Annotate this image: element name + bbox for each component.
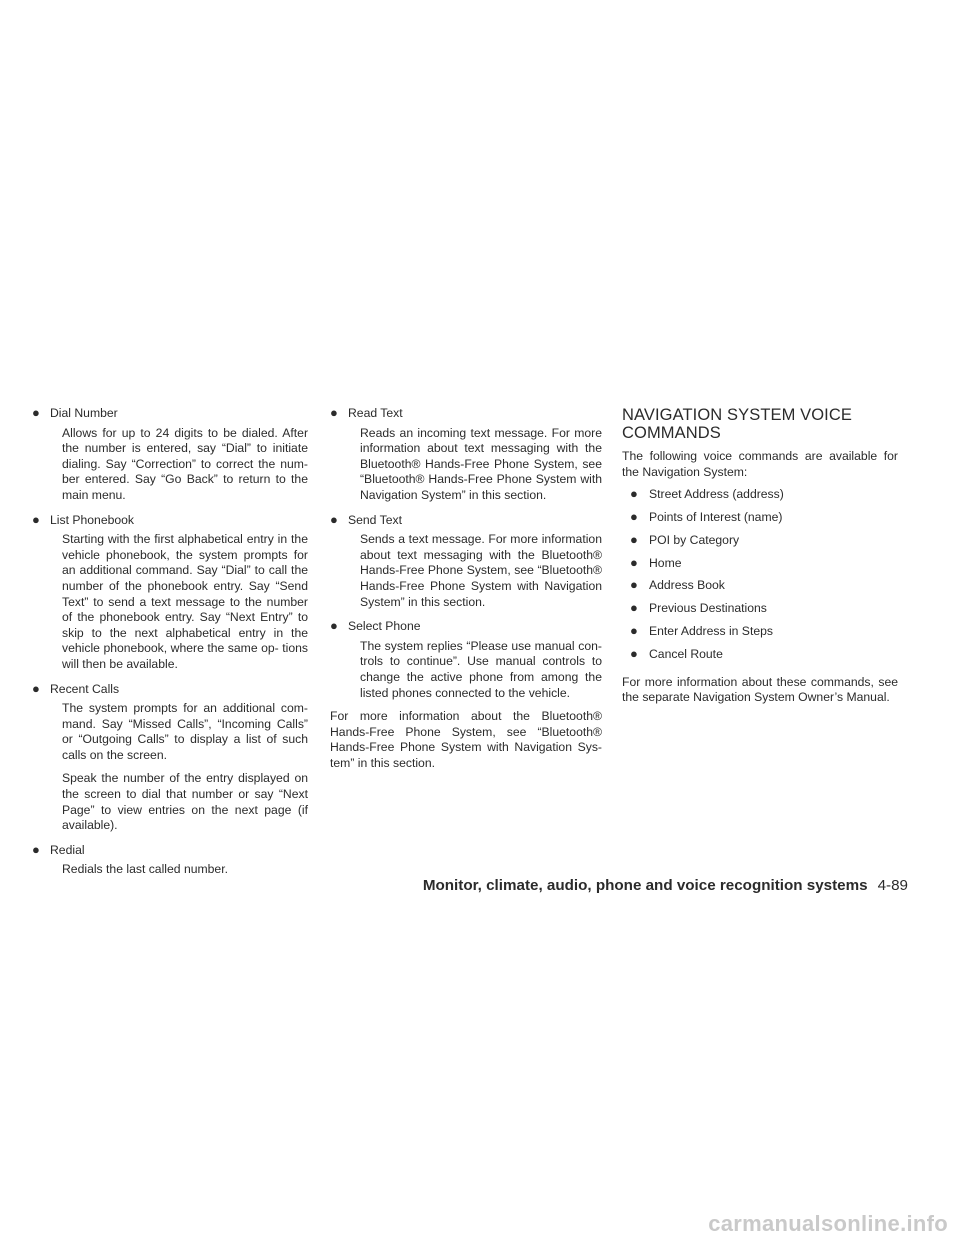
bullet-icon: ●: [630, 554, 638, 570]
bullet-icon: ●: [32, 841, 40, 857]
item-recent-calls: [32, 681, 308, 834]
item-paragraph: Allows for up to 24 digits to be dialed. After the number is entered, say “Dial” to initiate dialing. Say “Correction” to correct the num- ber entered. Say “Go Back” to return to the main menu.: [62, 425, 308, 502]
page-footer: [423, 878, 908, 894]
item-send-text: [330, 512, 602, 611]
item-paragraph: Redials the last called number.: [62, 862, 228, 877]
command-label: Cancel Route: [649, 646, 723, 661]
item-redial: [32, 842, 308, 878]
item-title: Dial Number: [50, 406, 118, 420]
item-title: Recent Calls: [50, 681, 120, 696]
item-select-phone: [330, 618, 602, 701]
item-paragraph: Speak the number of the entry displayed on the screen to dial that number or say “Next Page” to view entries on the next page (if available).: [62, 771, 308, 833]
bullet-icon: ●: [630, 645, 638, 661]
bullet-icon: ●: [32, 511, 40, 527]
closing-paragraph: For more information about the Bluetooth® Hands-Free Phone System, see “Bluetooth® Hands-Free Phone System with Navigation Sys- tem” in this section.: [330, 709, 602, 770]
command-label: Points of Interest (name): [649, 509, 783, 524]
command-label: Previous Destinations: [649, 601, 767, 616]
closing-paragraph: For more information about these commands, see the separate Navigation System Owner’s Manual.: [622, 674, 898, 705]
list-item: [630, 646, 898, 669]
bullet-icon: ●: [630, 486, 638, 502]
column-1: [32, 405, 308, 886]
item-title: Select Phone: [348, 619, 421, 634]
bullet-icon: ●: [630, 577, 638, 593]
voice-command-list: [622, 486, 898, 668]
bullet-icon: ●: [630, 531, 638, 547]
list-item: [630, 509, 898, 532]
list-item: [630, 577, 898, 600]
section-heading: NAVIGATION SYSTEM VOICE COMMANDS: [622, 406, 852, 442]
footer-section-title: Monitor, climate, audio, phone and voice recognition systems: [422, 877, 868, 894]
item-title: List Phonebook: [50, 512, 135, 527]
command-label: Enter Address in Steps: [649, 623, 773, 638]
item-paragraph: Sends a text message. For more information about text messaging with the Bluetooth® Hands-Free Phone System, see “Bluetooth® Hands-Free Phone System with Navigation System” in this section.: [360, 532, 602, 609]
item-title: Read Text: [348, 406, 403, 420]
item-title: Redial: [50, 842, 85, 857]
item-paragraph: Starting with the first alphabetical entry in the vehicle phonebook, the system prompts for an additional command. Say “Dial” to call the number of the phonebook entry. Say “Send Text” to send a text message to the number of the phonebook entry. Say “Next Entry” to skip to the next alphabetical entry in the vehicle phonebook, where the same op- tions will then be available.: [62, 532, 308, 671]
list-item: [630, 600, 898, 623]
bullet-icon: ●: [32, 680, 40, 696]
intro-paragraph: The following voice commands are available for the Navigation System:: [622, 449, 898, 479]
column-3: [622, 405, 898, 712]
bullet-icon: ●: [630, 600, 638, 616]
list-item: [630, 555, 898, 578]
item-list-phonebook: [32, 512, 308, 673]
page-number: 4-89: [877, 877, 908, 894]
bullet-icon: ●: [330, 511, 338, 527]
bullet-icon: ●: [630, 508, 638, 524]
bullet-icon: ●: [32, 405, 40, 420]
bullet-icon: ●: [330, 618, 338, 634]
item-paragraph: Reads an incoming text message. For more information about text messaging with the Bluetooth® Hands-Free Phone System, see “Bluetooth® Hands-Free Phone System with Navigation System” in this section.: [360, 425, 602, 502]
list-item: [630, 623, 898, 646]
bullet-icon: ●: [630, 622, 638, 638]
command-label: Address Book: [649, 578, 725, 593]
watermark: carmanualsonline.info: [708, 1211, 948, 1237]
list-item: [630, 486, 898, 509]
item-read-text: [330, 405, 602, 504]
command-label: Home: [649, 555, 682, 570]
column-2: [330, 405, 602, 777]
item-dial-number: [32, 405, 308, 504]
item-paragraph: The system replies “Please use manual con- trols to continue”. Use manual controls to change the active phone from among the listed phones connected to the vehicle.: [360, 638, 602, 700]
list-item: [630, 532, 898, 555]
item-paragraph: The system prompts for an additional com- mand. Say “Missed Calls”, “Incoming Calls” or “Outgoing Calls” to display a list of such calls on the screen.: [62, 701, 308, 762]
bullet-icon: ●: [330, 405, 338, 420]
command-label: POI by Category: [649, 532, 740, 547]
command-label: Street Address (address): [649, 487, 784, 502]
item-title: Send Text: [348, 512, 402, 527]
